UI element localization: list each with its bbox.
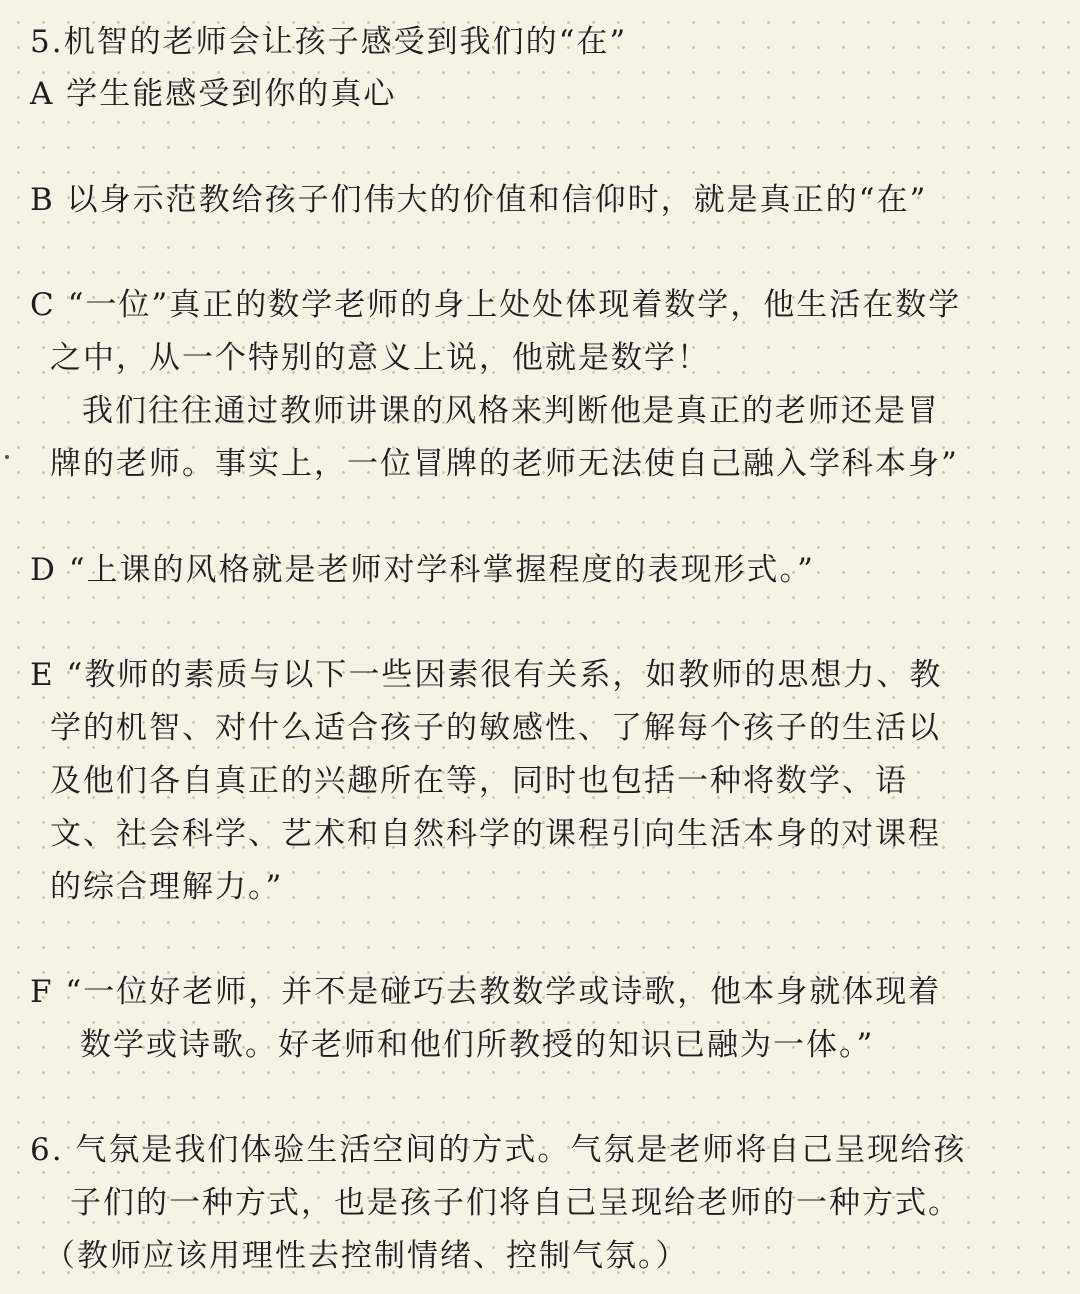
item-6-line-3: （教师应该用理性去控制情绪、控制气氛。） [44, 1238, 689, 1274]
item-5-option-e-line-1: E “教师的素质与以下一些因素很有关系，如教师的思想力、教 [30, 657, 943, 693]
item-5-option-d: D “上课的风格就是老师对学科掌握程度的表现形式。” [30, 552, 815, 588]
item-5-option-b: B 以身示范教给孩子们伟大的价值和信仰时，就是真正的“在” [30, 182, 928, 218]
item-5-option-c-line-2: 之中，从一个特别的意义上说，他就是数学！ [50, 340, 710, 376]
stray-dot [5, 455, 9, 459]
item-5-option-c-line-3: 我们往往通过教师讲课的风格来判断他是真正的老师还是冒 [82, 393, 940, 429]
item-5-option-e-line-3: 及他们各自真正的兴趣所在等，同时也包括一种将数学、语 [50, 763, 908, 799]
item-6-line-2: 子们的一种方式，也是孩子们将自己呈现给老师的一种方式。 [70, 1185, 961, 1221]
item-5-option-e-line-5: 的综合理解力。” [50, 869, 284, 905]
item-5-option-c-line-4: 牌的老师。事实上，一位冒牌的老师无法使自己融入学科本身” [50, 446, 959, 482]
item-5-title: 5.机智的老师会让孩子感受到我们的“在” [30, 24, 628, 60]
item-6-line-1: 6. 气氛是我们体验生活空间的方式。气氛是老师将自己呈现给孩 [30, 1132, 967, 1168]
item-5-option-e-line-4: 文、社会科学、艺术和自然科学的课程引向生活本身的对课程 [50, 816, 941, 852]
item-5-option-a: A 学生能感受到你的真心 [30, 76, 397, 112]
item-5-option-f-line-1: F “一位好老师，并不是碰巧去教数学或诗歌，他本身就体现着 [30, 974, 942, 1010]
item-5-option-f-line-2: 数学或诗歌。好老师和他们所教授的知识已融为一体。” [80, 1027, 875, 1063]
item-5-option-e-line-2: 学的机智、对什么适合孩子的敏感性、了解每个孩子的生活以 [50, 710, 941, 746]
item-5-option-c-line-1: C “一位”真正的数学老师的身上处处体现着数学，他生活在数学 [30, 287, 962, 323]
